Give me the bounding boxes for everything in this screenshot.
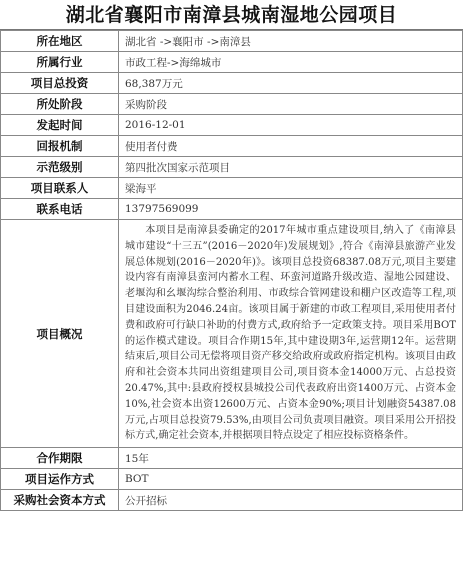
table-row [1, 448, 463, 469]
row-label: 项目运作方式 [1, 469, 119, 490]
row-value: 湖北省 ->襄阳市 ->南漳县 [119, 31, 463, 52]
info-table [0, 30, 463, 511]
row-label: 项目概况 [1, 220, 119, 448]
row-value: 第四批次国家示范项目 [119, 157, 463, 178]
row-label: 示范级别 [1, 157, 119, 178]
row-label: 项目联系人 [1, 178, 119, 199]
row-label: 回报机制 [1, 136, 119, 157]
row-value: 使用者付费 [119, 136, 463, 157]
table-row-overview [1, 220, 463, 448]
page-title: 湖北省襄阳市南漳县城南湿地公园项目 [0, 0, 463, 30]
project-overview-text: 本项目是南漳县委确定的2017年城市重点建设项目,纳入了《南漳县城市建设“十三五”(2016－2020年)发展规划》,符合《南漳县旅游产业发展总体规划(2016－2020年)》。该项目总投资68387.08万元,项目主要建设内容有南漳县蛮河内蓄水工程、环蛮河道路升级改造、湿地公园建设、老堰沟和幺堰沟综合整治利用、市政综合管网建设和棚户区改造等工程,项目建设面积为2046.24亩。该项目属于新建的市政工程项目,采用使用者付费和政府可行缺口补助的付费方式,政府给予一定政策支持。项目采用BOT的运作模式建设。项目合作期15年,其中建设期3年,运营期12年。运营期结束后,项目公司无偿将项目资产移交给政府或政府指定机构。该项目由政府和社会资本共同出资组建项目公司,项目资本金14000万元、占总投资20.47%,其中:县政府授权县城投公司代表政府出资1400万元、占资本金10%,社会资本出资12600万元、占资本金90%;项目计划融资54387.08万元,占项目总投资79.53%,由项目公司负责项目融资。项目采用公开招投标方式,确定社会资本,并根据项目特点设定了相应投标资格条件。 [119, 220, 463, 448]
table-row [1, 136, 463, 157]
table-row [1, 31, 463, 52]
row-value: 梁海平 [119, 178, 463, 199]
row-label: 所在地区 [1, 31, 119, 52]
row-value: 2016-12-01 [119, 115, 463, 136]
table-row [1, 73, 463, 94]
row-value: 采购阶段 [119, 94, 463, 115]
table-row [1, 94, 463, 115]
row-label: 联系电话 [1, 199, 119, 220]
row-value: 15年 [119, 448, 463, 469]
table-row [1, 157, 463, 178]
row-label: 所处阶段 [1, 94, 119, 115]
row-value: BOT [119, 469, 463, 490]
table-row [1, 115, 463, 136]
table-row [1, 469, 463, 490]
row-label: 项目总投资 [1, 73, 119, 94]
table-row [1, 199, 463, 220]
row-label: 合作期限 [1, 448, 119, 469]
row-label: 发起时间 [1, 115, 119, 136]
table-row [1, 178, 463, 199]
row-value: 68,387万元 [119, 73, 463, 94]
row-value: 13797569099 [119, 199, 463, 220]
table-row [1, 52, 463, 73]
table-row [1, 490, 463, 511]
row-label: 所属行业 [1, 52, 119, 73]
row-value: 公开招标 [119, 490, 463, 511]
row-value: 市政工程->海绵城市 [119, 52, 463, 73]
row-label: 采购社会资本方式 [1, 490, 119, 511]
